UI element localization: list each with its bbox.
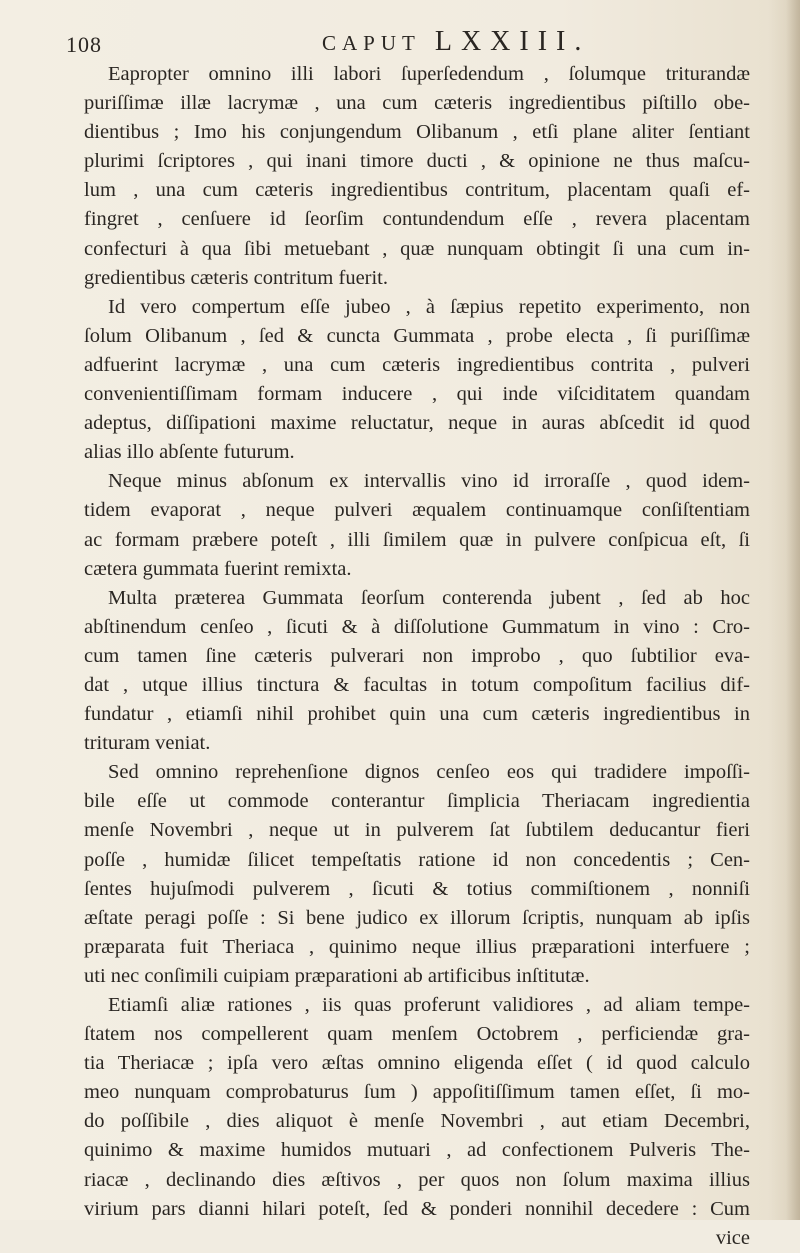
text-line: poſſe , humidæ ſilicet tempeſtatis ratione id non concedentis ; Cen- — [84, 848, 750, 871]
text-line: adeptus, diſſipationi maxime reluctatur, neque in auras abſcedit id quod — [84, 412, 750, 435]
catchword: vice — [715, 1226, 750, 1249]
text-line: ac formam præbere poteſt , illi ſimilem quæ in pulvere conſpicua eſt, ſi — [84, 528, 750, 551]
text-line: Neque minus abſonum ex intervallis vino id irroraſſe , quod idem- — [108, 470, 750, 493]
text-line: menſe Novembri , neque ut in pulverem ſat ſubtilem deducantur fieri — [84, 819, 750, 842]
text-line: fingret , cenſuere id ſeorſim contundendum eſſe , revera placentam — [84, 208, 750, 231]
text-line: ſentes hujuſmodi pulverem , ſicuti & totius commiſtionem , nonniſi — [84, 877, 750, 900]
text-line: tia Theriacæ ; ipſa vero æſtas omnino eligenda eſſet ( id quod calculo — [84, 1052, 750, 1075]
text-line: abſtinendum cenſeo , ſicuti & à diſſolutione Gummatum in vino : Cro- — [84, 615, 750, 638]
text-line: ſolum Olibanum , ſed & cuncta Gummata , probe electa , ſi puriſſimæ — [84, 324, 750, 347]
text-line: confecturi à qua ſibi metuebant , quæ nunquam obtingit ſi una cum in- — [84, 237, 750, 260]
text-line: dientibus ; Imo his conjungendum Olibanum , etſi plane aliter ſentiant — [84, 121, 750, 144]
text-line: tidem evaporat , neque pulveri æqualem continuamque conſiſtentiam — [84, 499, 750, 522]
text-line: plurimi ſcriptores , qui inani timore ducti , & opinione ne thus maſcu- — [84, 150, 750, 173]
text-line: æſtate peragi poſſe : Si bene judico ex illorum ſcriptis, nunquam ab ipſis — [84, 906, 750, 929]
text-line: præparata fuit Theriaca , quinimo neque illius præparationi interfuere ; — [84, 935, 750, 958]
text-line: do poſſibile , dies aliquot è menſe Novembri , aut etiam Decembri, — [84, 1110, 750, 1133]
text-line: Eapropter omnino illi labori ſuperſedendum , ſolumque triturandæ — [108, 63, 750, 85]
page-header — [66, 26, 766, 62]
text-line: uti nec conſimili cuipiam præparationi ab artificibus inſtitutæ. — [84, 964, 590, 987]
running-head-chapter-number: LXXIII. — [434, 26, 591, 57]
text-line: cum tamen ſine cæteris pulverari non improbo , quo ſubtilior eva- — [84, 644, 750, 667]
text-line: Id vero compertum eſſe jubeo , à ſæpius repetito experimento, non — [108, 295, 750, 318]
body-text — [84, 60, 750, 1253]
page-edge-shadow — [786, 0, 800, 1220]
text-line: quinimo & maxime humidos mutuari , ad confectionem Pulveris The- — [84, 1139, 750, 1162]
text-line: convenientiſſimam formam inducere , qui inde viſciditatem quandam — [84, 383, 750, 406]
text-line: adfuerint lacrymæ , una cum cæteris ingredientibus contrita , pulveri — [84, 353, 750, 376]
text-line: trituram veniat. — [84, 732, 211, 755]
text-line: virium pars dianni hilari poteſt, ſed & ponderi nonnihil decedere : Cum — [84, 1197, 750, 1220]
text-line: dat , utque illius tinctura & facultas in totum compoſitum facilius dif- — [84, 673, 750, 696]
page-number: 108 — [66, 32, 102, 57]
running-head — [322, 26, 590, 58]
text-line: cætera gummata fuerint remixta. — [84, 557, 352, 580]
text-line: ſtatem nos compellerent quam menſem Octobrem , perficiendæ gra- — [84, 1023, 750, 1046]
text-line: lum , una cum cæteris ingredientibus contritum, placentam quaſi ef- — [84, 179, 750, 202]
text-line: alias illo abſente futurum. — [84, 441, 295, 464]
text-line: bile eſſe ut commode conterantur ſimplicia Theriacam ingredientia — [84, 790, 750, 813]
text-line: fundatur , etiamſi nihil prohibet quin una cum cæteris ingredientibus in — [84, 703, 750, 726]
text-line: meo nunquam comprobaturus ſum ) appoſitiſſimum tamen eſſet, ſi mo- — [84, 1081, 750, 1104]
running-head-caput: CAPUT — [322, 31, 421, 55]
text-line: Etiamſi aliæ rationes , iis quas proferunt validiores , ad aliam tempe- — [108, 994, 750, 1016]
text-line: puriſſimæ illæ lacrymæ , una cum cæteris ingredientibus piſtillo obe- — [84, 92, 750, 115]
text-line: Sed omnino reprehenſione dignos cenſeo eos qui tradidere impoſſi- — [108, 761, 750, 784]
text-line: Multa præterea Gummata ſeorſum conterenda jubent , ſed ab hoc — [108, 586, 750, 609]
text-line: gredientibus cæteris contritum fuerit. — [84, 266, 389, 289]
text-line: riacæ , declinando dies æſtivos , per quos non ſolum maxima illius — [84, 1168, 750, 1191]
